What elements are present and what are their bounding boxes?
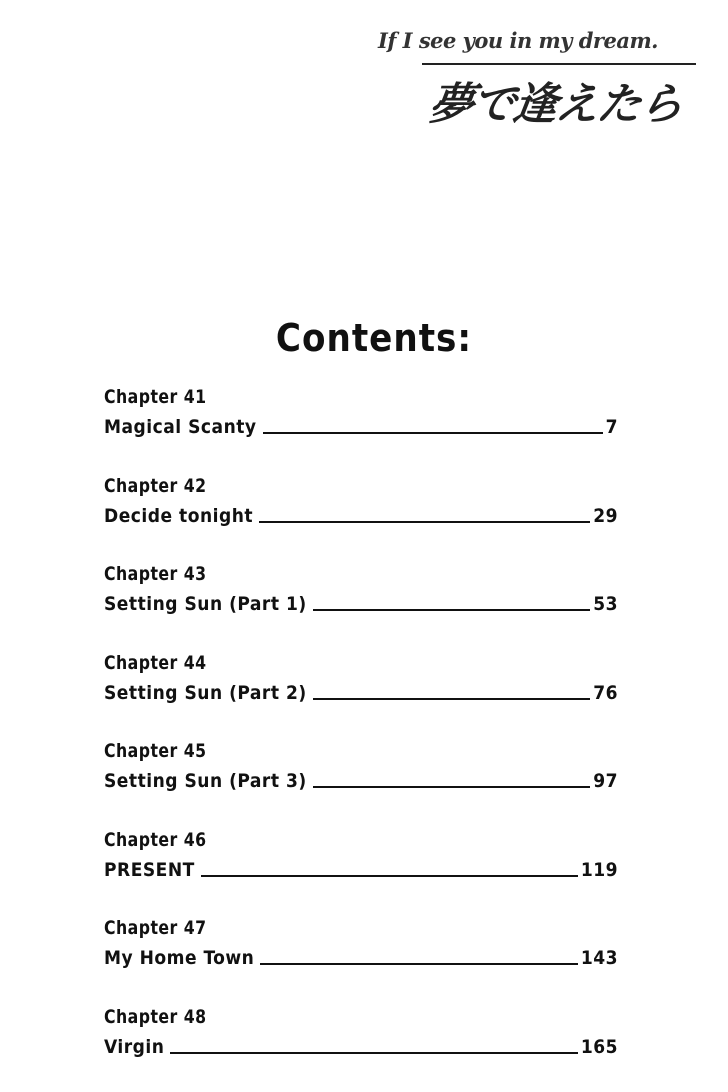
- toc-entry-chapter-47: [104, 914, 618, 1003]
- chapter-title: My Home Town: [104, 947, 255, 969]
- dot-leader: [313, 698, 591, 700]
- dot-leader: [313, 786, 591, 788]
- page-number: 97: [593, 770, 618, 792]
- toc-title-line: [104, 765, 618, 795]
- series-logo: [378, 28, 698, 148]
- chapter-number: Chapter 41: [104, 386, 207, 408]
- table-of-contents: [104, 383, 618, 1091]
- toc-entry-chapter-46: [104, 826, 618, 915]
- chapter-title: Magical Scanty: [104, 416, 257, 438]
- toc-entry-chapter-44: [104, 649, 618, 738]
- english-title: If I see you in my dream.: [378, 28, 658, 53]
- chapter-number: Chapter 48: [104, 1005, 207, 1028]
- toc-entry-chapter-41: [104, 383, 618, 472]
- chapter-title: Setting Sun (Part 3): [104, 770, 307, 792]
- toc-title-line: [104, 411, 618, 441]
- contents-heading: Contents:: [275, 316, 473, 360]
- dot-leader: [259, 521, 590, 523]
- page-number: 76: [593, 681, 618, 704]
- chapter-title: PRESENT: [104, 858, 195, 881]
- chapter-number: Chapter 47: [104, 917, 207, 939]
- toc-entry-chapter-45: [104, 737, 618, 826]
- page-number: 53: [593, 593, 618, 615]
- page-number: 29: [593, 504, 618, 527]
- toc-title-line: [104, 677, 618, 707]
- page-number: 7: [605, 416, 618, 438]
- dot-leader: [201, 875, 578, 877]
- title-divider: [422, 63, 696, 65]
- toc-entry-chapter-43: [104, 560, 618, 649]
- page-number: 143: [580, 947, 618, 969]
- page-number: 165: [580, 1035, 618, 1058]
- page-number: 119: [580, 858, 618, 881]
- chapter-number: Chapter 46: [104, 828, 207, 851]
- dot-leader: [260, 963, 577, 965]
- toc-title-line: [104, 588, 618, 618]
- toc-title-line: [104, 854, 618, 884]
- dot-leader: [313, 609, 591, 611]
- dot-leader: [263, 432, 603, 434]
- toc-title-line: [104, 500, 618, 530]
- japanese-title: 夢で逢えたら: [425, 79, 685, 130]
- chapter-number: Chapter 42: [104, 474, 207, 497]
- chapter-title: Setting Sun (Part 2): [104, 681, 307, 704]
- chapter-number: Chapter 44: [104, 651, 207, 674]
- toc-title-line: [104, 1031, 618, 1061]
- toc-title-line: [104, 942, 618, 972]
- chapter-title: Setting Sun (Part 1): [104, 593, 307, 615]
- chapter-title: Decide tonight: [104, 504, 254, 527]
- toc-entry-chapter-42: [104, 472, 618, 561]
- chapter-title: Virgin: [104, 1035, 165, 1058]
- chapter-number: Chapter 43: [104, 563, 207, 585]
- chapter-number: Chapter 45: [104, 740, 207, 762]
- toc-entry-chapter-48: [104, 1003, 618, 1092]
- dot-leader: [170, 1052, 577, 1054]
